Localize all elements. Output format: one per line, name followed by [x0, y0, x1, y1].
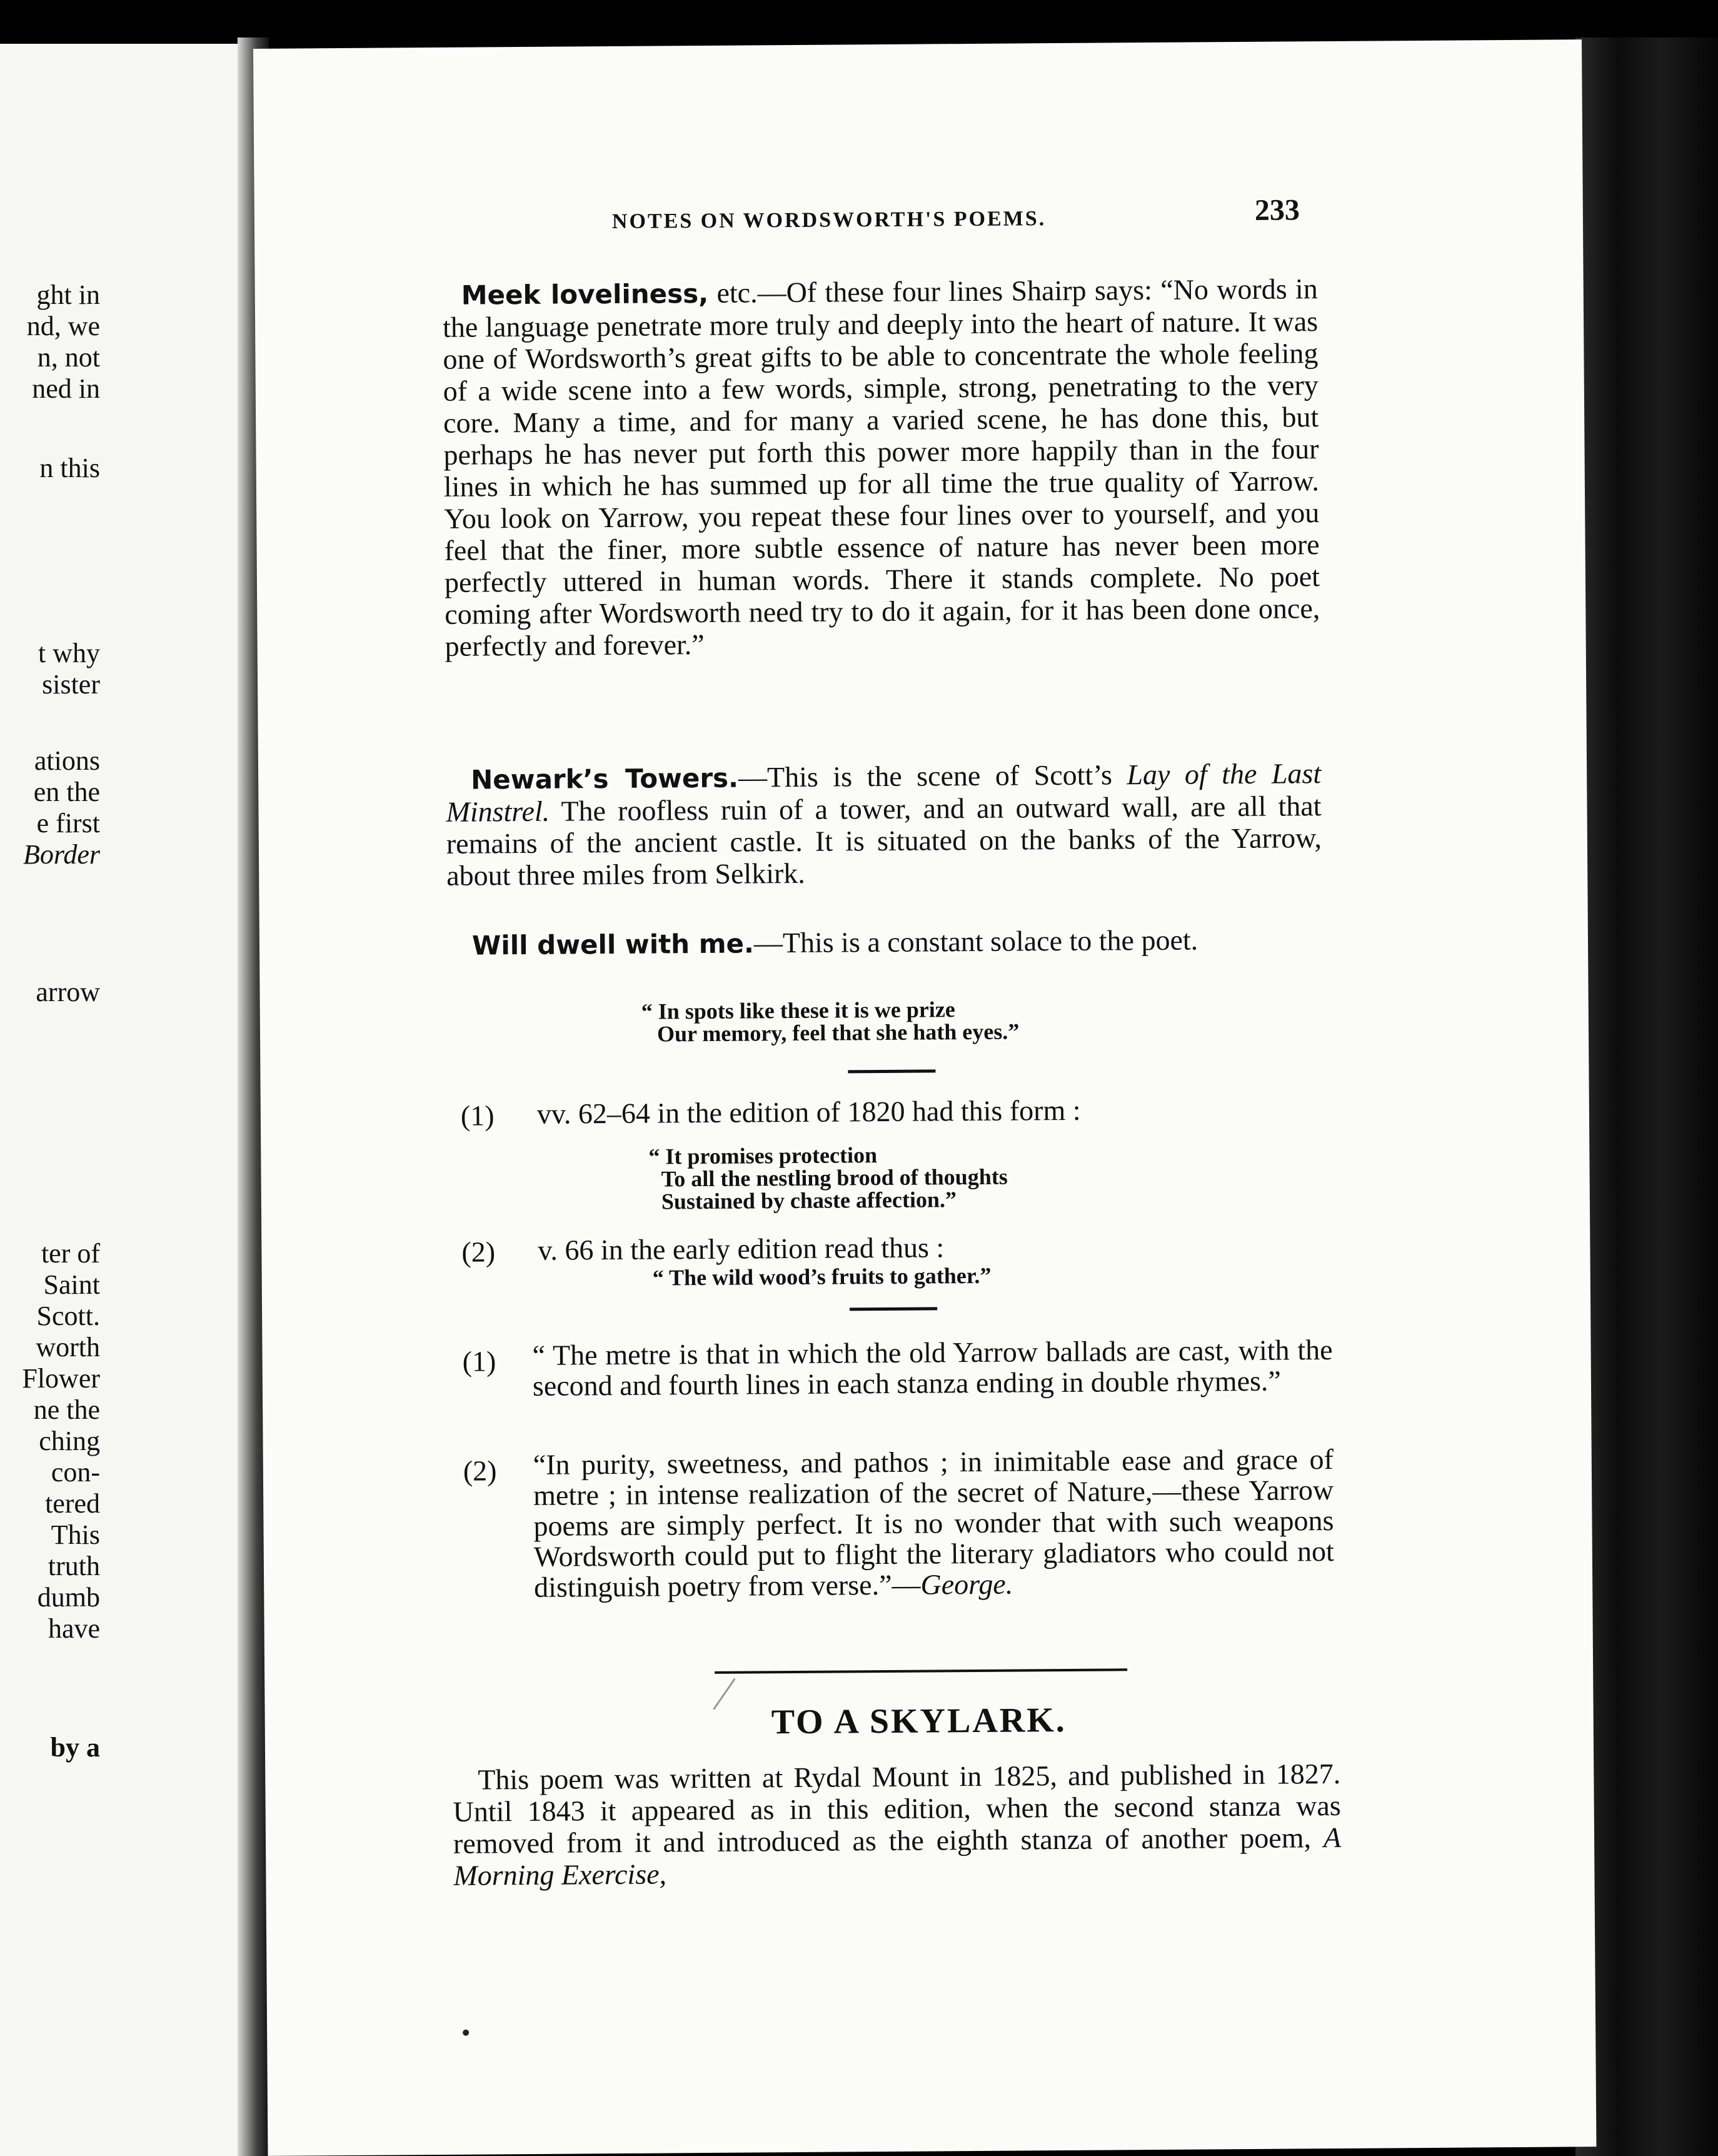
- note-newark-towers: [446, 757, 1322, 892]
- footnote-text: [533, 1444, 1335, 1603]
- pencil-mark: [713, 1678, 736, 1710]
- footnote-number: (2): [463, 1454, 497, 1487]
- page-number: 233: [1254, 193, 1300, 227]
- left-fragment: n, not: [37, 342, 100, 373]
- section-text: This poem was written at Rydal Mount in 1825, and published in 1827. Until 1843 it appeared as in this edition, when the second stanza was removed from it and introduced as the eighth stanza of another poem,: [453, 1757, 1341, 1860]
- left-fragment: worth: [36, 1332, 100, 1363]
- section-intro: [453, 1758, 1341, 1892]
- note-term: Meek loveliness,: [461, 278, 709, 311]
- left-fragment: Saint: [43, 1269, 100, 1300]
- left-fragment: truth: [48, 1551, 100, 1581]
- left-fragment: sister: [42, 669, 100, 700]
- variant-text: v. 66 in the early edition read thus :: [538, 1231, 945, 1266]
- footnote-text: “ The metre is that in which the old Yarrow ballads are cast, with the second and fourth lines in each stanza ending in double rhymes.”: [532, 1333, 1333, 1402]
- left-fragment: e first: [36, 808, 100, 839]
- left-page: [0, 44, 256, 2156]
- left-fragment: ations: [34, 745, 100, 776]
- note-text: —This is a constant solace to the poet.: [753, 924, 1198, 959]
- footnote-number: (1): [462, 1345, 496, 1378]
- running-header: NOTES ON WORDSWORTH'S POEMS.: [611, 207, 1047, 233]
- footnote-text-run: “In purity, sweetness, and pathos ; in inimitable ease and grace of metre ; in intense realization of the secret of Nature,—these Yarrow poems are simply perfect. It is no wonder that with such weapons Wordsworth could put to flight the literary gladiators who could not distinguish poetry from verse.”—: [533, 1443, 1334, 1603]
- ink-dot: [463, 2030, 469, 2036]
- left-fragment: t why: [38, 638, 100, 668]
- left-fragment: Scott.: [36, 1301, 100, 1331]
- left-fragment: Flower: [22, 1363, 100, 1394]
- variant-text: vv. 62–64 in the edition of 1820 had this form :: [536, 1094, 1081, 1130]
- right-page: [253, 39, 1596, 2156]
- left-fragment: arrow: [36, 977, 100, 1007]
- section-title: TO A SKYLARK.: [771, 1700, 1067, 1742]
- note-text: The roofless ruin of a tower, and an outward wall, are all that remains of the ancient castle. It is situated on the banks of the Yarrow, about three miles from Selkirk.: [446, 790, 1322, 892]
- note-italic: Lay of the Last Minstrel.: [446, 757, 1322, 828]
- verse-line: Our memory, feel that she hath eyes.”: [656, 1019, 1020, 1047]
- left-fragment: en the: [33, 777, 100, 807]
- section-rule: [715, 1668, 1127, 1674]
- verse-line: To all the nestling brood of thoughts: [661, 1164, 1008, 1192]
- verse-line: “ In spots like these it is we prize: [641, 997, 955, 1024]
- verse-line: “ The wild wood’s fruits to gather.”: [652, 1262, 992, 1291]
- left-fragment: by a: [50, 1732, 100, 1763]
- left-fragment: ne the: [33, 1394, 100, 1425]
- variant-number: (2): [461, 1236, 496, 1268]
- note-term: Newark’s Towers.: [470, 762, 739, 795]
- left-fragment: ned in: [32, 373, 100, 404]
- footnote-attribution: George.: [920, 1568, 1013, 1601]
- left-fragment: ght in: [36, 280, 100, 310]
- left-fragment: nd, we: [26, 311, 100, 341]
- left-fragment: ter of: [41, 1238, 100, 1269]
- left-fragment: This: [51, 1519, 100, 1550]
- left-fragment: tered: [45, 1488, 100, 1519]
- note-text: —This is the scene of Scott’s: [738, 758, 1127, 793]
- left-fragment: dumb: [37, 1582, 100, 1613]
- verse-line: “ It promises protection: [648, 1142, 878, 1169]
- left-fragment: have: [48, 1613, 100, 1644]
- left-fragment: con-: [51, 1457, 100, 1488]
- left-fragment: Border: [23, 839, 100, 870]
- section-italic: A Morning Exercise,: [453, 1821, 1342, 1892]
- variant-number: (1): [460, 1099, 495, 1132]
- note-will-dwell: [447, 923, 1322, 962]
- page-edge: [1575, 38, 1718, 2156]
- note-term: Will dwell with me.: [471, 928, 755, 961]
- divider: [848, 1069, 935, 1073]
- verse-line: Sustained by chaste affection.”: [661, 1187, 957, 1214]
- divider: [850, 1307, 937, 1311]
- note-meek-loveliness: [443, 273, 1320, 662]
- note-text: etc.—Of these four lines Shairp says: “No words in the language penetrate more truly and deeply into the heart of nature. It was one of Wordsworth’s great gifts to be able to concentrate the whole feeling of a wide scene into a few words, simple, strong, penetrating to the very core. Many a time, and for many a varied scene, he has done this, but perhaps he has never put forth this power more happily than in the four lines in which he has summed up for all time the true quality of Yarrow. You look on Yarrow, you repeat these four lines over to yourself, and you feel that the finer, more subtle essence of nature has never been more perfectly uttered in human words. There it stands complete. No poet coming after Wordsworth need try to do it again, for it has been done once, perfectly and forever.”: [442, 273, 1320, 662]
- left-fragment: ching: [39, 1426, 100, 1456]
- left-fragment: n this: [39, 453, 100, 483]
